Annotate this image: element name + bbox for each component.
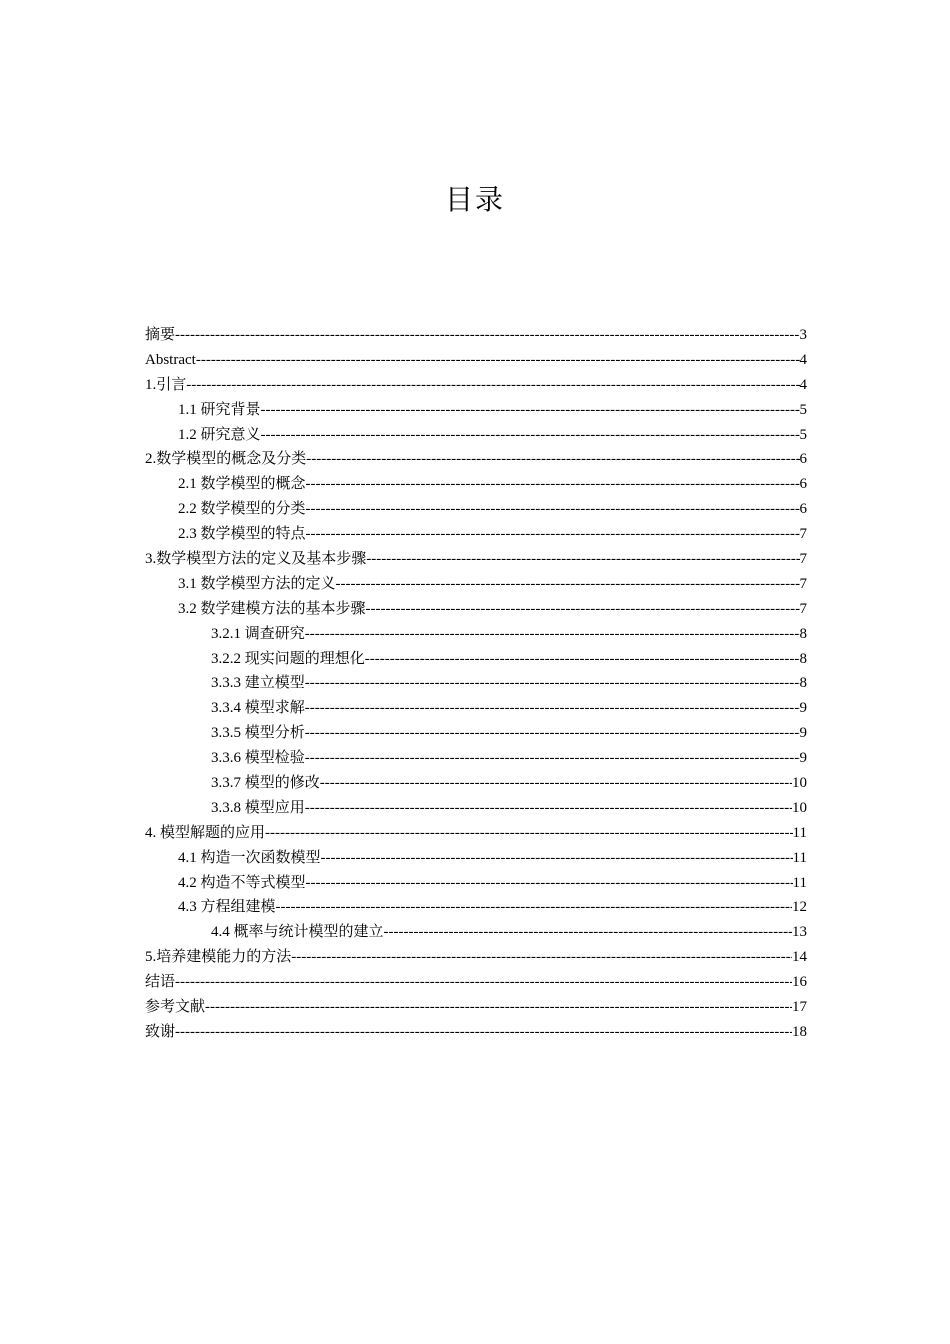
toc-entry[interactable] (145, 647, 807, 672)
toc-dot-leader (384, 920, 792, 945)
toc-dot-leader (291, 945, 792, 970)
toc-entry-page: 10 (792, 799, 807, 816)
toc-entry-page: 12 (792, 899, 807, 916)
toc-entry-label: 3.数学模型方法的定义及基本步骤 (145, 551, 367, 568)
toc-entry-label: 3.3.7 模型的修改 (211, 775, 320, 792)
page-title: 目录 (444, 183, 505, 216)
toc-entry-label: 3.3.6 模型检验 (211, 750, 305, 767)
toc-entry-label: 3.2.1 调查研究 (211, 625, 305, 642)
toc-dot-leader (265, 821, 793, 846)
toc-entry[interactable] (145, 447, 807, 472)
toc-entry-label: 4.1 构造一次函数模型 (178, 849, 321, 866)
toc-entry[interactable] (145, 696, 807, 721)
toc-entry-label: 致谢 (145, 1023, 176, 1040)
toc-entry-label: 3.2 数学建模方法的基本步骤 (178, 600, 366, 617)
toc-entry-label: 3.1 数学模型方法的定义 (178, 575, 336, 592)
toc-entry-label: 结语 (145, 974, 176, 991)
toc-entry-page: 9 (799, 725, 807, 742)
toc-entry-page: 9 (799, 750, 807, 767)
toc-entry-label: 1.2 研究意义 (178, 426, 261, 443)
toc-entry-page: 8 (799, 650, 807, 667)
toc-dot-leader (306, 871, 793, 896)
toc-entry[interactable] (145, 895, 807, 920)
toc-dot-leader (175, 323, 799, 348)
toc-dot-leader (306, 497, 800, 522)
toc-dot-leader (305, 671, 800, 696)
toc-entry[interactable] (145, 945, 807, 970)
toc-entry[interactable] (145, 920, 807, 945)
toc-entry[interactable] (145, 522, 807, 547)
toc-entry-label: 摘要 (145, 327, 176, 343)
toc-entry[interactable] (145, 846, 807, 871)
toc-entry[interactable] (145, 497, 807, 522)
toc-entry-page: 14 (792, 949, 807, 966)
toc-entry-label: 4.3 方程组建模 (178, 899, 276, 916)
toc-entry[interactable] (145, 547, 807, 572)
toc-entry-label: 4.2 构造不等式模型 (178, 874, 306, 891)
toc-entry-label: 3.3.8 模型应用 (211, 799, 305, 816)
toc-entry-page: 6 (799, 501, 807, 518)
toc-dot-leader (276, 895, 792, 920)
toc-dot-leader (175, 970, 792, 995)
toc-entry-page: 7 (799, 600, 807, 617)
toc-dot-leader (321, 846, 793, 871)
toc-entry[interactable] (145, 771, 807, 796)
toc-entry-label: 1.1 研究背景 (178, 401, 261, 418)
toc-entry-label: 2.数学模型的概念及分类 (145, 451, 307, 468)
toc-entry-label: 3.3.4 模型求解 (211, 700, 305, 717)
toc-entry-page: 8 (799, 675, 807, 692)
toc-entry[interactable] (145, 721, 807, 746)
toc-dot-leader (305, 796, 792, 821)
toc-entry[interactable] (145, 1020, 807, 1045)
toc-entry[interactable] (145, 423, 807, 448)
toc-entry-page: 17 (792, 999, 807, 1016)
toc-dot-leader (366, 597, 800, 622)
toc-entry-label: 2.2 数学模型的分类 (178, 501, 306, 518)
toc-entry[interactable] (145, 746, 807, 771)
toc-entry-page: 5 (799, 401, 807, 418)
toc-entry[interactable] (145, 995, 807, 1020)
toc-entry-page: 3 (799, 327, 807, 343)
toc-entry[interactable] (145, 597, 807, 622)
toc-entry[interactable] (145, 348, 807, 373)
toc-entry-page: 7 (799, 551, 807, 568)
toc-entry-page: 11 (792, 824, 807, 841)
toc-dot-leader (261, 423, 800, 448)
toc-entry-label: 2.1 数学模型的概念 (178, 476, 306, 493)
toc-entry-page: 18 (792, 1023, 807, 1040)
toc-entry-page: 8 (799, 625, 807, 642)
table-of-contents (145, 323, 807, 1045)
toc-entry-page: 6 (799, 476, 807, 493)
toc-entry-label: 参考文献 (145, 999, 206, 1016)
toc-dot-leader (305, 622, 800, 647)
toc-entry-page: 4 (799, 351, 807, 368)
toc-dot-leader (320, 771, 792, 796)
toc-dot-leader (366, 547, 799, 572)
toc-entry-page: 10 (792, 775, 807, 792)
toc-entry[interactable] (145, 398, 807, 423)
toc-entry[interactable] (145, 821, 807, 846)
toc-entry-label: 4. 模型解题的应用 (145, 824, 266, 841)
toc-entry-page: 9 (799, 700, 807, 717)
toc-entry[interactable] (145, 373, 807, 398)
toc-entry-page: 16 (792, 974, 807, 991)
toc-dot-leader (305, 696, 800, 721)
toc-entry-page: 7 (799, 575, 807, 592)
toc-entry-page: 4 (799, 376, 807, 393)
toc-entry[interactable] (145, 323, 807, 348)
toc-dot-leader (196, 348, 800, 373)
toc-dot-leader (305, 721, 800, 746)
toc-entry-label: Abstract (145, 351, 196, 368)
toc-entry-label: 4.4 概率与统计模型的建立 (211, 924, 384, 941)
toc-entry[interactable] (145, 970, 807, 995)
toc-entry-label: 5.培养建模能力的方法 (145, 949, 292, 966)
toc-entry[interactable] (145, 622, 807, 647)
toc-entry-label: 1.引言 (145, 376, 187, 393)
toc-entry-page: 5 (799, 426, 807, 443)
toc-entry-label: 2.3 数学模型的特点 (178, 526, 306, 543)
toc-dot-leader (306, 447, 799, 472)
toc-dot-leader (306, 522, 800, 547)
toc-dot-leader (305, 746, 800, 771)
toc-dot-leader (336, 572, 800, 597)
toc-dot-leader (175, 1020, 792, 1045)
toc-dot-leader (261, 398, 800, 423)
toc-entry-label: 3.3.5 模型分析 (211, 725, 305, 742)
toc-entry-page: 11 (792, 849, 807, 866)
toc-entry[interactable] (145, 671, 807, 696)
toc-dot-leader (365, 647, 800, 672)
toc-entry-page: 11 (792, 874, 807, 891)
toc-entry-label: 3.3.3 建立模型 (211, 675, 305, 692)
toc-dot-leader (205, 995, 792, 1020)
toc-dot-leader (306, 472, 800, 497)
toc-entry[interactable] (145, 871, 807, 896)
toc-entry[interactable] (145, 572, 807, 597)
toc-entry-label: 3.2.2 现实问题的理想化 (211, 650, 365, 667)
toc-entry-page: 7 (799, 526, 807, 543)
toc-entry[interactable] (145, 472, 807, 497)
toc-entry-page: 6 (799, 451, 807, 468)
toc-dot-leader (186, 373, 799, 398)
toc-entry-page: 13 (792, 924, 807, 941)
toc-entry[interactable] (145, 796, 807, 821)
